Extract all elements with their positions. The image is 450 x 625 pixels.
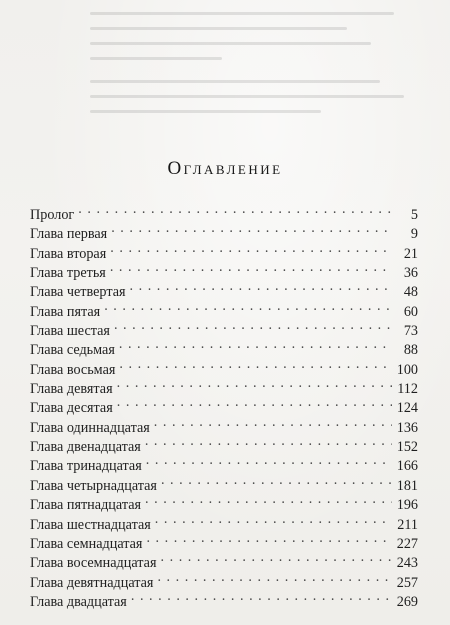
dot-leader [131, 587, 392, 606]
dot-leader [119, 355, 392, 374]
dot-leader [146, 529, 392, 548]
toc-entry-page: 269 [396, 593, 418, 610]
toc-entry-label: Глава четырнадцатая [30, 477, 157, 494]
toc-entry-page: 60 [403, 303, 418, 320]
toc-entry-label: Пролог [30, 207, 75, 223]
dot-leader [155, 510, 392, 529]
toc-entry-page: 152 [396, 439, 418, 456]
toc-entry-page: 124 [396, 400, 418, 417]
toc-entry-page: 5 [410, 207, 418, 223]
dot-leader [117, 374, 392, 393]
dot-leader [111, 219, 392, 238]
dot-leader [114, 316, 392, 335]
dot-leader [119, 335, 392, 354]
toc-title: Оглавление [167, 158, 283, 179]
bleed-line [90, 42, 371, 45]
dot-leader [117, 393, 392, 412]
bleed-line [90, 95, 404, 98]
bleed-line [90, 12, 394, 15]
dot-leader [146, 451, 392, 470]
toc-entry-page: 181 [396, 477, 418, 494]
toc-entry-page: 211 [397, 516, 418, 533]
toc-entry-page: 48 [403, 284, 418, 301]
dot-leader [161, 471, 392, 490]
table-of-contents [30, 200, 418, 610]
toc-entry-label: Глава одиннадцатая [30, 419, 150, 436]
toc-entry-page: 227 [396, 535, 418, 552]
toc-entry[interactable] [30, 219, 418, 243]
dot-leader [145, 432, 392, 451]
toc-entry-label: Глава восемнадцатая [30, 555, 157, 572]
bleed-line [90, 27, 347, 30]
dot-leader [161, 548, 393, 567]
toc-entry-label: Глава вторая [30, 245, 107, 262]
toc-entry-label: Глава пятнадцатая [30, 497, 142, 514]
toc-entry-page: 136 [396, 419, 418, 436]
toc-entry[interactable] [30, 200, 418, 223]
dot-leader [145, 490, 392, 509]
dot-leader [78, 200, 392, 219]
toc-entry-page: 21 [403, 245, 418, 262]
toc-entry-label: Глава двадцатая [30, 593, 127, 610]
toc-entry-label: Глава десятая [30, 400, 113, 417]
toc-entry-page: 9 [410, 226, 418, 243]
toc-entry-label: Глава семнадцатая [30, 535, 143, 552]
toc-entry-label: Глава первая [30, 226, 108, 243]
bleed-line [90, 80, 380, 83]
toc-entry-label: Глава четвертая [30, 284, 126, 301]
toc-entry-label: Глава пятая [30, 303, 101, 320]
toc-entry-page: 166 [396, 458, 418, 475]
toc-entry-label: Глава двенадцатая [30, 439, 141, 456]
dot-leader [110, 239, 392, 258]
dot-leader [104, 297, 392, 316]
dot-leader [154, 413, 392, 432]
toc-entry-page: 257 [396, 574, 418, 591]
dot-leader [110, 258, 392, 277]
toc-entry-page: 196 [396, 497, 418, 514]
toc-entry-page: 112 [397, 381, 418, 398]
toc-entry-page: 36 [403, 265, 418, 282]
bleed-line [90, 110, 321, 113]
toc-entry-label: Глава тринадцатая [30, 458, 142, 475]
toc-entry-label: Глава седьмая [30, 342, 115, 359]
toc-entry-label: Глава девятая [30, 381, 113, 398]
toc-entry-label: Глава шестнадцатая [30, 516, 151, 533]
toc-entry-label: Глава шестая [30, 323, 110, 340]
bleed-through-text [90, 0, 420, 140]
toc-entry-label: Глава третья [30, 265, 106, 282]
toc-entry-page: 243 [396, 555, 418, 572]
dot-leader [157, 568, 392, 587]
toc-entry-label: Глава восьмая [30, 361, 116, 378]
toc-entry-page: 73 [403, 323, 418, 340]
toc-entry-page: 88 [403, 342, 418, 359]
toc-entry-label: Глава девятнадцатая [30, 574, 154, 591]
bleed-line [90, 57, 222, 60]
toc-entry-page: 100 [396, 361, 418, 378]
dot-leader [130, 277, 392, 296]
